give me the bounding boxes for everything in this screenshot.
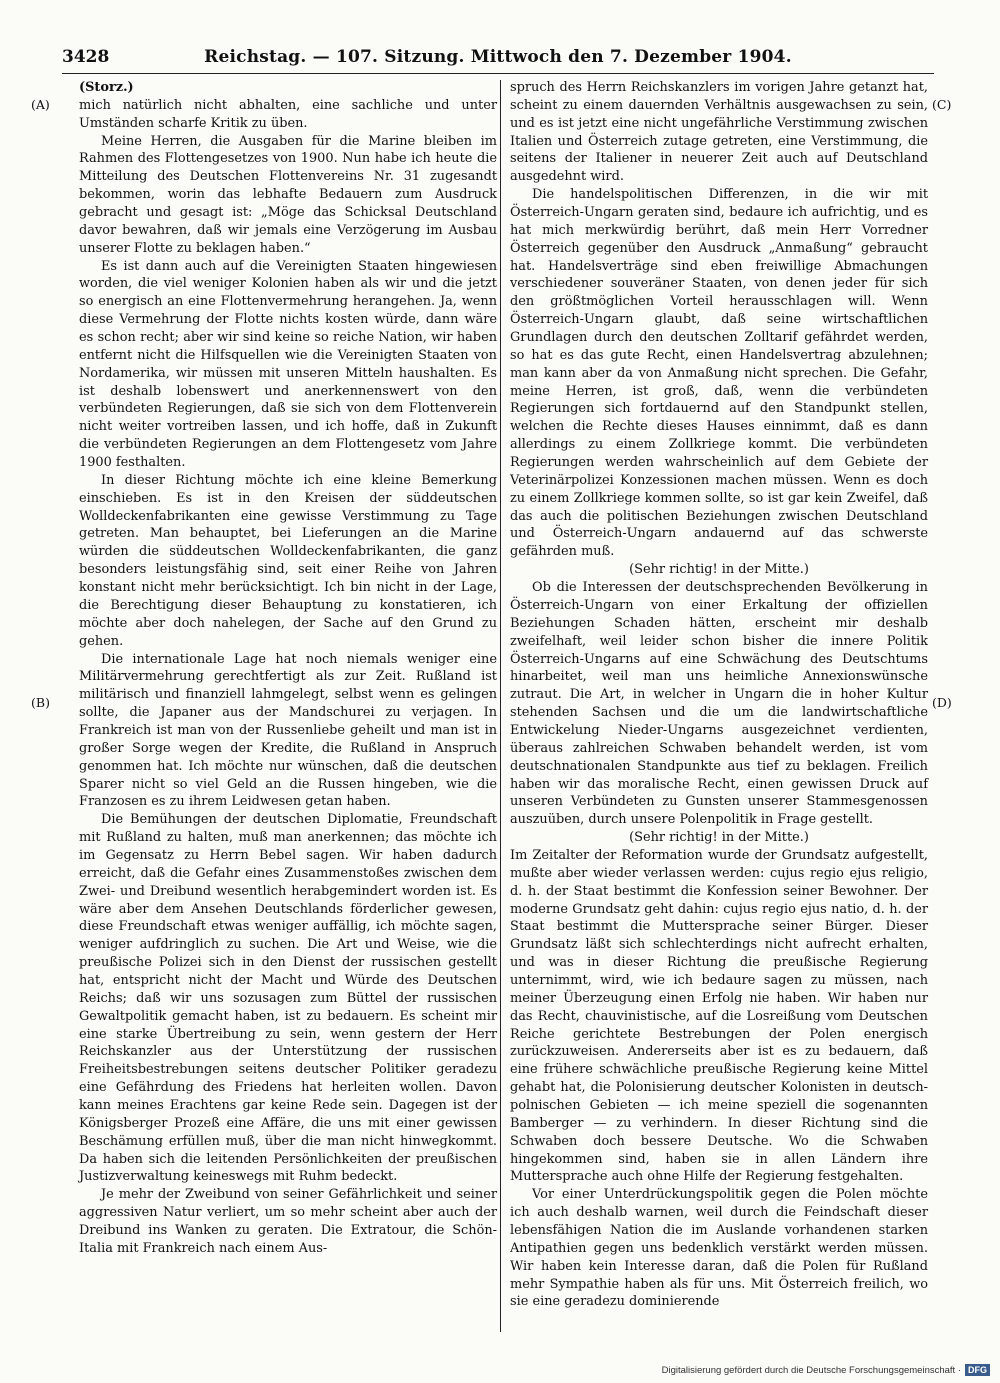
speaker-name: (Storz.): [79, 80, 134, 95]
footer-credit: [662, 1364, 990, 1376]
paragraph: Es ist dann auch auf die Vereinigten Staaten hingewiesen worden, die viel weniger Kolonien haben als wir und die jetzt so energisch an eine Flottenvermehrung herangehen. Ja, wenn diese Vermehrung der Flotte nichts kosten würde, dann wäre es schon recht; aber wir sind keine so reiche Nation, wir haben entfernt nicht die Hilfsquellen wie die Vereinigten Staaten von Nordamerika, wir müssen mit unseren Mitteln haushalten. Es ist deshalb lobenswert und anerkennenswert von den verbündeten Regierungen, daß sie sich von dem Flottenverein nicht weiter vortreiben lassen, und ich hoffe, daß in Zukunft die verbündeten Regierungen an dem Flottengesetz vom Jahre 1900 festhalten.: [79, 258, 497, 471]
header-rule: [62, 73, 934, 74]
left-column: [79, 79, 497, 1258]
margin-mark-c: (C): [932, 97, 952, 112]
paragraph: Meine Herren, die Ausgaben für die Marine bleiben im Rahmen des Flottengesetzes von 1900. Nun habe ich heute die Mitteilung des Deutschen Flottenvereins Nr. 31 zugesandt bekommen, worin das lebhafte Bedauern zum Ausdruck gebracht und gesagt ist: „Möge das Schicksal Deutschland davor bewahren, daß wir jemals eine Verzögerung im Ausbau unserer Flotte zu beklagen haben.“: [79, 133, 497, 256]
margin-mark-d: (D): [932, 695, 952, 710]
margin-mark-a: (A): [31, 97, 50, 112]
paragraph: Die handelspolitischen Differenzen, in die wir mit Österreich-Ungarn geraten sind, bedaure ich aufrichtig, und es hat mich merkwürdig berührt, daß mein Herr Vorredner Österreich gegenüber den Ausdruck „Anmaßung“ gebraucht hat. Handelsverträge sind eben freiwillige Abmachungen verschiedener souveräner Staaten, von denen jeder für sich den größtmöglichen Vorteil herausschlagen will. Wenn Österreich-Ungarn glaubt, daß seine wirtschaftlichen Grundlagen durch den deutschen Zolltarif gefährdet werden, so hat es das gute Recht, einen Handelsvertrag abzulehnen; man kann aber da von Anmaßung nicht sprechen. Die Gefahr, meine Herren, ist groß, daß, wenn die verbündeten Regierungen sich fortdauernd auf den Standpunkt stellen, welchen die Rechte dieses Hauses einnimmt, daß es dann allerdings zu einem Zollkriege kommt. Die verbündeten Regierungen werden wahrscheinlich auf dem Gebiete der Veterinärpolizei Konzessionen machen müssen. Wenn es doch zu einem Zollkriege kommen sollte, so ist gar kein Zweifel, daß das auch die politischen Beziehungen zwischen Deutschland und Österreich-Ungarn andauernd auf das schwerste gefährden muß.: [510, 187, 928, 560]
running-header: [62, 47, 934, 71]
margin-mark-b: (B): [31, 695, 50, 710]
right-column: [510, 79, 928, 1311]
paragraph: Die Bemühungen der deutschen Diplomatie, Freundschaft mit Rußland zu halten, muß man anerkennen; das möchte ich im Gegensatz zu Herrn Bebel sagen. Wir haben dadurch erreicht, daß die Gefahr eines Zusammenstoßes zwischen dem Zwei- und Dreibund wesentlich herabgemindert worden ist. Es wäre aber dem Ansehen Deutschlands förderlicher gewesen, diese Freundschaft etwas weniger auffällig, ich möchte sagen, weniger aufdringlich zu suchen. Die Art und Weise, wie die preußische Polizei sich in den Dienst der russischen gestellt hat, entspricht nicht der Macht und Würde des Deutschen Reichs; daß wir uns sozusagen zum Büttel der russischen Gewaltpolitik gemacht haben, ist zu bedauern. Es scheint mir eine starke Übertreibung zu sein, wenn gestern der Herr Reichskanzler aus der Unterstützung der russischen Freiheitsbestrebungen seitens deutscher Politiker geradezu eine Gefährdung des Friedens hat herleiten wollen. Davon kann meines Erachtens gar keine Rede sein. Dagegen ist der Königsberger Prozeß eine Affäre, die uns mit einer gewissen Beschämung erfüllen muß, über die man nicht hinwegkommt. Da haben sich die leitenden Persönlichkeiten der preußischen Justizverwaltung keineswegs mit Ruhm bedeckt.: [79, 812, 497, 1185]
interjection: (Sehr richtig! in der Mitte.): [629, 830, 809, 846]
paragraph: mich natürlich nicht abhalten, eine sachliche und unter Umständen scharfe Kritik zu üben.: [79, 97, 497, 131]
footer-text: Digitalisierung gefördert durch die Deutsche Forschungsgemeinschaft ·: [661, 1364, 961, 1376]
paragraph: Vor einer Unterdrückungspolitik gegen die Polen möchte ich auch deshalb warnen, weil durch die Feindschaft dieser lebensfähigen Nation die im Auslande vorhandenen starken Antipathien gegen uns bedenklich verstärkt werden müssen. Wir haben kein Interesse daran, daß die Polen für Rußland mehr Sympathie haben als für uns. Mit Österreich freilich, wo sie eine geradezu dominierende: [510, 1187, 928, 1310]
paragraph: spruch des Herrn Reichskanzlers im vorigen Jahre getanzt hat, scheint zu einem dauernden Verhältnis ausgewachsen zu sein, und es ist jetzt eine nicht ungefährliche Verstimmung zwischen Italien und Österreich zutage getreten, eine Verstimmung, die seitens der Italiener in neuerer Zeit auch auf Deutschland ausgedehnt wird.: [510, 80, 928, 185]
paragraph: Im Zeitalter der Reformation wurde der Grundsatz aufgestellt, mußte aber wieder verlassen werden: cujus regio ejus religio, d. h. der Staat bestimmt die Konfession seiner Bewohner. Der moderne Grundsatz geht dahin: cujus regio ejus natio, d. h. der Staat bestimmt die Muttersprache seiner Bürger. Dieser Grundsatz läßt sich schlechterdings nicht aufrecht erhalten, und was in dieser Richtung die preußische Regierung unternimmt, wird, wie ich bedaure sagen zu müssen, nach meiner Überzeugung einen Erfolg nie haben. Wir haben nur das Recht, chauvinistische, auf die Losreißung vom Deutschen Reiche gerichtete Bestrebungen der Polen energisch zurückzuweisen. Andererseits aber ist es zu bedauern, daß eine frühere schwächliche preußische Regierung keine Mittel gehabt hat, die Polonisierung deutscher Kolonisten in deutsch-polnischen Gebieten — ich meine speziell die sogenannten Bamberger — zu verhindern. In dieser Richtung sind die Schwaben doch bessere Deutsche. Wo die Schwaben hingekommen sind, haben sie in allen Ländern ihre Muttersprache auch ohne Hilfe der Regierung festgehalten.: [510, 847, 928, 1185]
dfg-logo-icon: DFG: [965, 1364, 990, 1376]
paragraph: Je mehr der Zweibund von seiner Gefährlichkeit und seiner aggressiven Natur verliert, um so mehr scheint aber auch der Dreibund ins Wanken zu geraten. Die Extratour, die Schön-Italia mit Frankreich nach einem Aus-: [79, 1187, 497, 1256]
paragraph: Die internationale Lage hat noch niemals weniger eine Militärvermehrung gerechtfertigt als zur Zeit. Rußland ist militärisch und finanziell lahmgelegt, selbst wenn es gelingen sollte, die Japaner aus der Mandschurei zu verjagen. In Frankreich ist man von der Russenliebe geheilt und man ist in großer Sorge wegen der Kredite, die Rußland in Anspruch genommen hat. Ich möchte nur wünschen, daß die deutschen Sparer nicht so viel Geld an die Russen hingeben, wie die Franzosen es zu ihrem Leidwesen getan haben.: [79, 651, 497, 810]
interjection: (Sehr richtig! in der Mitte.): [629, 562, 809, 578]
column-rule: [500, 80, 501, 1332]
paragraph: In dieser Richtung möchte ich eine kleine Bemerkung einschieben. Es ist in den Kreisen der süddeutschen Wolldeckenfabrikanten eine gewisse Verstimmung zu Tage getreten. Man behauptet, bei Lieferungen an die Marine würden die süddeutschen Wolldeckenfabrikanten, die ganz besonders leistungsfähig sind, seit einer Reihe von Jahren konstant nicht mehr berücksichtigt. Ich bin nicht in der Lage, die Berechtigung dieser Behauptung zu konstatieren, ich möchte aber doch nahelegen, der Sache auf den Grund zu gehen.: [79, 472, 497, 649]
paragraph: Ob die Interessen der deutschsprechenden Bevölkerung in Österreich-Ungarn von einer Erkaltung der offiziellen Beziehungen Schaden hätten, erscheint mir deshalb zweifelhaft, weil leider schon bisher die innere Politik Österreich-Ungarns auf eine Schwächung des Deutschtums hinarbeitet, weil man uns heimliche Annexionswünsche zutraut. Die Art, in welcher in Ungarn die in hoher Kultur stehenden Sachsen und die um die landwirtschaftliche Entwickelung Nieder-Ungarns ausgezeichnet verdienten, überaus zahlreichen Schwaben behandelt werden, ist vom deutschnationalen Standpunkte aus tief zu beklagen. Freilich haben wir das moralische Recht, einen gewissen Druck auf unseren Verbündeten zu Gunsten unserer Stammesgenossen auszuüben, durch unsere Polenpolitik in Frage gestellt.: [510, 580, 928, 828]
page-number: 3428: [62, 47, 110, 67]
header-title: Reichstag. — 107. Sitzung. Mittwoch den 7. Dezember 1904.: [204, 47, 792, 67]
